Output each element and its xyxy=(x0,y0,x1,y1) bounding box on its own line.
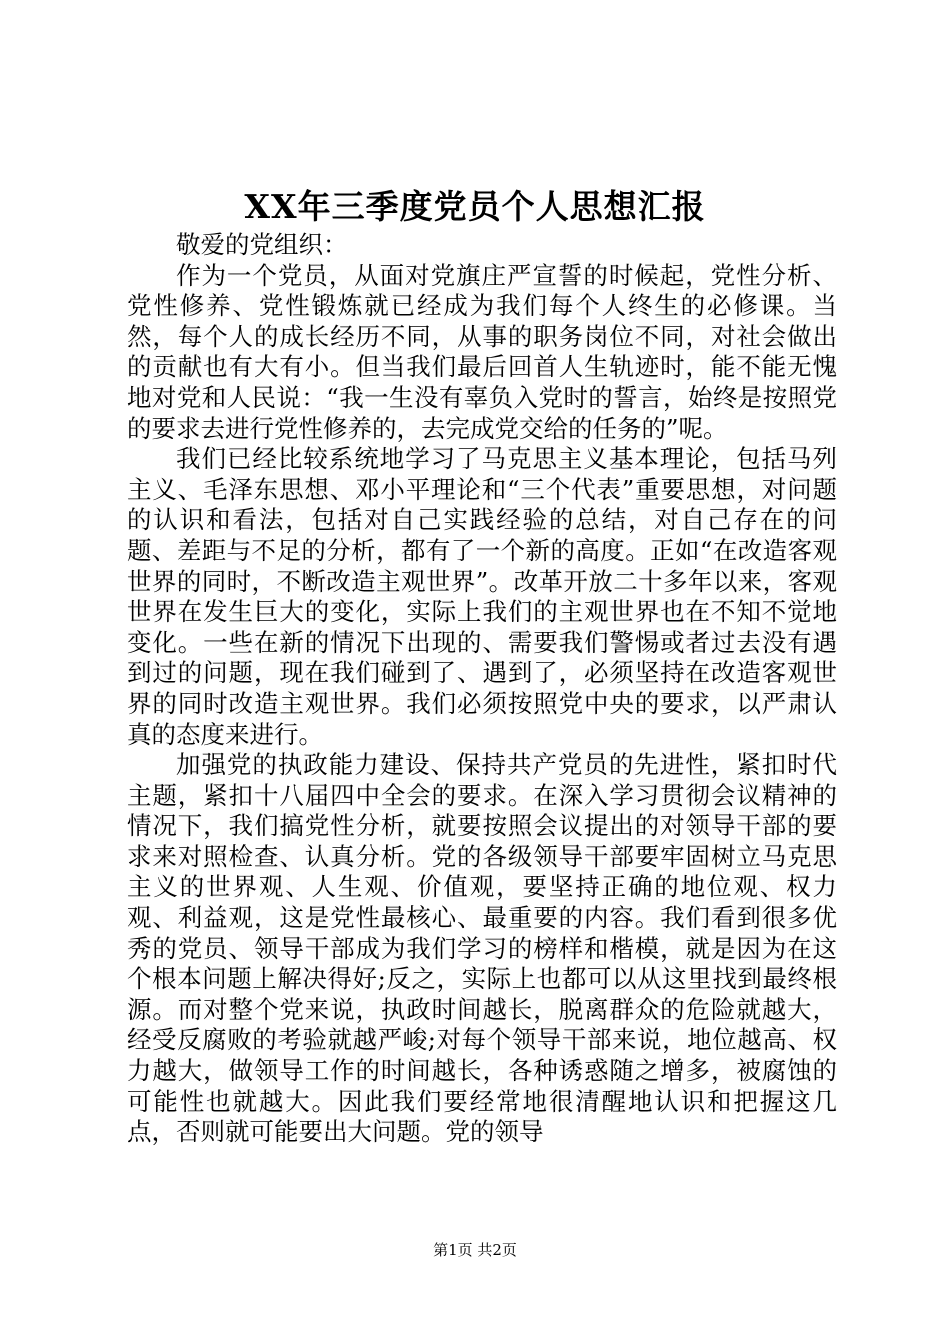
document-body xyxy=(127,230,837,1148)
salutation: 敬爱的党组织： xyxy=(176,230,348,259)
paragraph-1: 作为一个党员，从面对党旗庄严宣誓的时候起，党性分析、党性修养、党性锻炼就已经成为我们每个人终生的必修课。当然，每个人的成长经历不同，从事的职务岗位不同，对社会做出的贡献也有大有小。但当我们最后回首人生轨迹时，能不能无愧地对党和人民说：“我一生没有辜负入党时的誓言，始终是按照党的要求去进行党性修养的，去完成党交给的任务的”呢。 xyxy=(127,260,837,443)
paragraph-3: 加强党的执政能力建设、保持共产党员的先进性，紧扣时代主题，紧扣十八届四中全会的要求。在深入学习贯彻会议精神的情况下，我们搞党性分析，就要按照会议提出的对领导干部的要求来对照检查、认真分析。党的各级领导干部要牢固树立马克思主义的世界观、人生观、价值观，要坚持正确的地位观、权力观、利益观，这是党性最核心、最重要的内容。我们看到很多优秀的党员、领导干部成为我们学习的榜样和楷模，就是因为在这个根本问题上解决得好;反之，实际上也都可以从这里找到最终根源。而对整个党来说，执政时间越长，脱离群众的危险就越大，经受反腐败的考验就越严峻;对每个领导干部来说，地位越高、权力越大，做领导工作的时间越长，各种诱惑随之增多，被腐蚀的可能性也就越大。因此我们要经常地很清醒地认识和把握这几点，否则就可能要出大问题。党的领导 xyxy=(127,750,837,1147)
paragraph-2: 我们已经比较系统地学习了马克思主义基本理论，包括马列主义、毛泽东思想、邓小平理论和“三个代表”重要思想，对问题的认识和看法，包括对自己实践经验的总结，对自己存在的问题、差距与不足的分析，都有了一个新的高度。正如“在改造客观世界的同时，不断改造主观世界”。改革开放二十多年以来，客观世界在发生巨大的变化，实际上我们的主观世界也在不知不觉地变化。一些在新的情况下出现的、需要我们警惕或者过去没有遇到过的问题，现在我们碰到了、遇到了，必须坚持在改造客观世界的同时改造主观世界。我们必须按照党中央的要求，以严肃认真的态度来进行。 xyxy=(127,444,837,749)
page-number-footer: 第1页 共2页 xyxy=(433,1241,517,1259)
document-title: XX年三季度党员个人思想汇报 xyxy=(244,187,706,226)
